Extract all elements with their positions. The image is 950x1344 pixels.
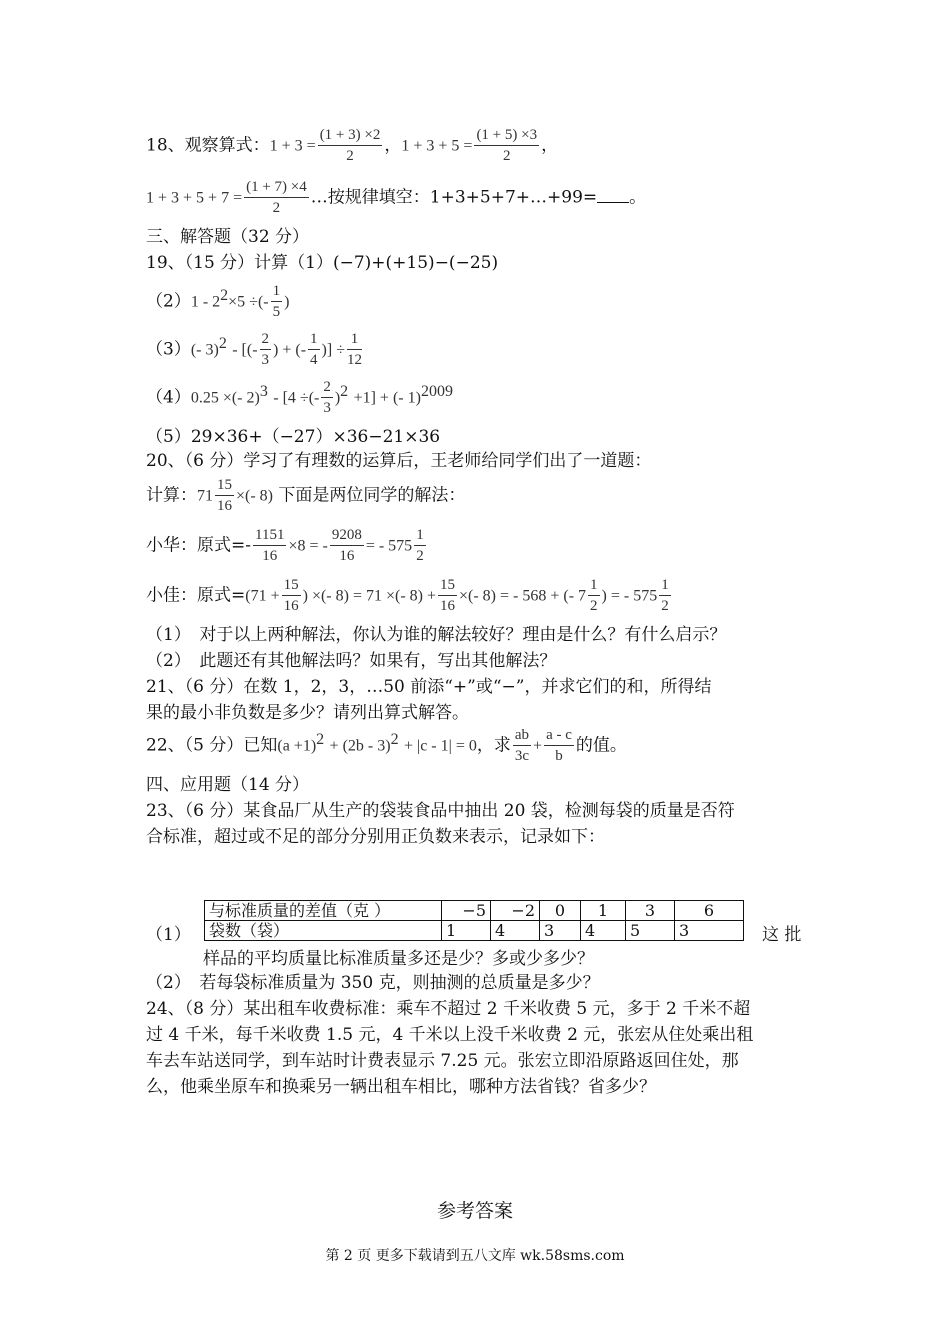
fraction: $\frac{(1 + 7) \times 4}{2}$ — [246, 179, 307, 216]
fraction: $\frac{2}{3}$ — [323, 379, 331, 416]
q24-line4: 么，他乘坐原车和换乘另一辆出租车相比，哪种方法省钱？省多少？ — [146, 1077, 656, 1097]
fraction: $\frac{15}{16}$ — [217, 477, 232, 514]
fraction: $\frac{1}{2}$ — [661, 577, 669, 614]
q23-sub1-cont: 样品的平均质量比标准质量多还是少？多或少多少？ — [203, 949, 594, 969]
fraction: $\frac{2}{3}$ — [261, 331, 270, 368]
q20-xiaohua: 小华：原式=- $\frac{1151}{16}$ ×8 = - $\frac{9208}{16}$ = - 575 $\frac{1}{2}$ — [146, 527, 424, 564]
fraction: $\frac{9208}{16}$ — [331, 527, 362, 564]
q23-line1: 23、（6 分）某食品厂从生产的袋装食品中抽出 20 袋，检测每袋的质量是否符 — [146, 801, 735, 821]
q23-sub1-label: （1） — [146, 925, 191, 945]
q21-line2: 果的最小非负数是多少？请列出算式解答。 — [146, 703, 469, 723]
table-row: 与标准质量的差值（克 ） −5 −2 0 1 3 6 — [205, 901, 744, 921]
q19-part2: $(2)1 - 2^2\times 5$ ÷(- $\frac{1}{5}$ ) — [146, 283, 290, 320]
q19-part5: （5）29×36+（−27）×36−21×36 — [146, 427, 441, 447]
fraction: $\frac{ab}{3c}$ — [514, 727, 530, 764]
q20-calc: 计算：71 $\frac{15}{16}$ ×(- 8) 下面是两位同学的解法： — [146, 477, 466, 514]
fraction: $\frac{15}{16}$ — [283, 577, 299, 614]
section-4-heading: 四、应用题（14 分） — [146, 775, 310, 795]
answer-blank — [597, 187, 629, 203]
fraction: $\frac{15}{16}$ — [440, 577, 455, 614]
section-3-heading: 三、解答题（32 分） — [146, 227, 310, 247]
q20-heading: 20、（6 分）学习了有理数的运算后，王老师给同学们出了一道题： — [146, 451, 652, 471]
q21-line1: 21、（6 分）在数 1，2，3，…50 前添“+”或“−”，并求它们的和，所得结 — [146, 677, 712, 697]
q23-sub2: （2） 若每袋标准质量为 350 克，则抽测的总质量是多少？ — [146, 973, 600, 993]
fraction: $\frac{(1 + 5) \times 3}{2}$ — [476, 127, 538, 164]
q23-sub1-tail: 这 批 — [762, 925, 802, 945]
q23-line2: 合标准，超过或不足的部分分别用正负数来表示，记录如下： — [146, 827, 605, 847]
table-row: 袋数（袋） 1 4 3 4 5 3 — [205, 921, 744, 941]
fraction: $\frac{1}{2}$ — [590, 577, 598, 614]
page-footer: 第 2 页 更多下载请到五八文库 wk.58sms.com — [325, 1248, 625, 1264]
fraction: $\frac{(1 + 3) \times 2}{2}$ — [319, 127, 381, 164]
q19-part4: （4）0.25 ×(- 2)$^3$ - [4 ÷(- $\frac{2}{3}$ )$^2$ +1] + (- 1)$^{2009}$ — [146, 379, 453, 416]
fraction: $\frac{1}{5}$ — [272, 283, 281, 320]
fraction: $\frac{1151}{16}$ — [255, 527, 285, 564]
q18-line2: 1 + 3 + 5 + 7 = $\frac{(1 + 7) \times 4}{2}$ …按规律填空：1+3+5+7+…+99= 。 — [146, 179, 647, 216]
q22: 22、（5 分）已知$(a +1)^2 + (2b - 3)^2 + |c - 1| = 0$，求 $\frac{ab}{3c}$ + $\frac{a - c}{b}$ 的值。 — [146, 727, 627, 764]
fraction: $\frac{a - c}{b}$ — [546, 727, 572, 764]
q20-sub1: （1） 对于以上两种解法，你认为谁的解法较好？理由是什么？有什么启示？ — [146, 625, 727, 645]
fraction: $\frac{1}{2}$ — [416, 527, 424, 564]
mass-deviation-table — [204, 900, 744, 941]
q24-line2: 过 4 千米，每千米收费 1.5 元，4 千米以上没千米收费 2 元，张宏从住处乘出租 — [146, 1025, 754, 1045]
q20-sub2: （2） 此题还有其他解法吗？如果有，写出其他解法？ — [146, 651, 557, 671]
q19-part3: （3）(- 3)$^2$ - [(- $\frac{2}{3}$ ) + (- $\frac{1}{4}$ )] ÷ $\frac{1}{12}$ — [146, 331, 362, 368]
fraction: $\frac{1}{12}$ — [346, 331, 362, 368]
q19-heading: 19、（15 分）计算（1）(−7)+(+15)−(−25) — [146, 253, 499, 273]
q24-line3: 车去车站送同学，到车站时计费表显示 7.25 元。张宏立即沿原路返回住处，那 — [146, 1051, 739, 1071]
fraction: $\frac{1}{4}$ — [310, 331, 318, 368]
q18-line1: 18、观察算式：1 + 3 = $\frac{(1 + 3) \times 2}{2}$ ，1 + 3 + 5 = $\frac{(1 + 5) \times 3}{2}$ ， — [146, 127, 559, 164]
answer-title: 参考答案 — [436, 1200, 513, 1222]
q24-line1: 24、（8 分）某出租车收费标准：乘车不超过 2 千米收费 5 元，多于 2 千米不超 — [146, 999, 751, 1019]
q20-xiaojia: 小佳：原式=(71 + $\frac{15}{16}$ ) ×(- 8) = 71 ×(- 8) + $\frac{15}{16}$ ×(- 8) = - 568 + (- 7 $\frac{1}{2}$ ) = - 575 $\frac{1}{2}$ — [146, 577, 669, 614]
